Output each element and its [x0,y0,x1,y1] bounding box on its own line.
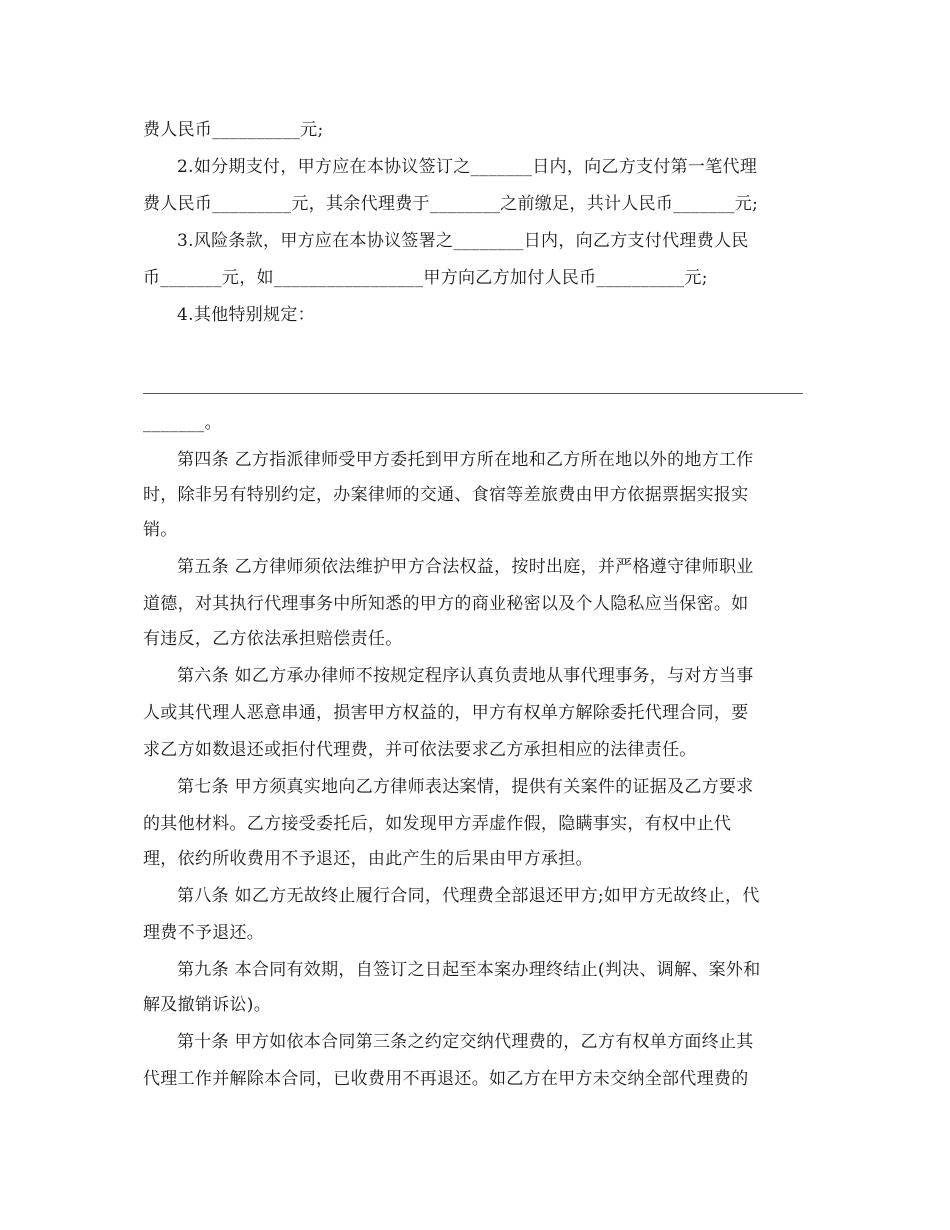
text-line: 有违反，乙方依法承担赔偿责任。 [143,629,403,649]
text-line: 2.如分期支付，甲方应在本协议签订之_______日内，向乙方支付第一笔代理 [177,157,758,177]
text-line: _______。 [143,413,222,433]
text-line: 的其他材料。乙方接受委托后，如发现甲方弄虚作假，隐瞒事实，有权中止代 [143,814,732,834]
text-line: 代理工作并解除本合同，已收费用不再退还。如乙方在甲方未交纳全部代理费的 [143,1069,749,1089]
text-line: 第十条 甲方如依本合同第三条之约定交纳代理费的，乙方有权单方面终止其 [177,1032,754,1052]
text-line: 第六条 如乙方承办律师不按规定程序认真负责地从事代理事务，与对方当事 [177,666,754,686]
blank-fill-line [143,393,803,394]
text-line: 第四条 乙方指派律师受甲方委托到甲方所在地和乙方所在地以外的地方工作 [177,450,754,470]
text-line: 人或其代理人恶意串通，损害甲方权益的，甲方有权单方解除委托代理合同，要 [143,703,749,723]
text-line: 求乙方如数退还或拒付代理费，并可依法要求乙方承担相应的法律责任。 [143,740,697,760]
text-line: 第五条 乙方律师须依法维护甲方合法权益，按时出庭，并严格遵守律师职业 [177,557,754,577]
text-line: 理，依约所收费用不予退还，由此产生的后果由甲方承担。 [143,849,593,869]
text-line: 费人民币__________元; [143,120,324,140]
text-line: 第九条 本合同有效期，自签订之日起至本案办理终结止(判决、调解、案外和 [177,960,761,980]
text-line: 第七条 甲方须真实地向乙方律师表达案情，提供有关案件的证据及乙方要求 [177,777,754,797]
text-line: 时，除非另有特别约定，办案律师的交通、食宿等差旅费由甲方依据票据实报实 [143,485,749,505]
text-line: 第八条 如乙方无故终止履行合同，代理费全部退还甲方;如甲方无故终止，代 [177,886,760,906]
text-line: 币_______元，如_________________甲方向乙方加付人民币__________元; [143,268,708,288]
text-line: 3.风险条款，甲方应在本协议签署之________日内，向乙方支付代理费人民 [177,231,749,251]
text-line: 销。 [143,520,178,540]
text-line: 费人民币_________元，其余代理费于________之前缴足，共计人民币_______元; [143,194,759,214]
text-line: 道德，对其执行代理事务中所知悉的甲方的商业秘密以及个人隐私应当保密。如 [143,594,749,614]
text-line: 理费不予退还。 [143,923,265,943]
text-line: 解及撤销诉讼)。 [143,995,272,1015]
text-line: 4.其他特别规定： [177,305,315,325]
